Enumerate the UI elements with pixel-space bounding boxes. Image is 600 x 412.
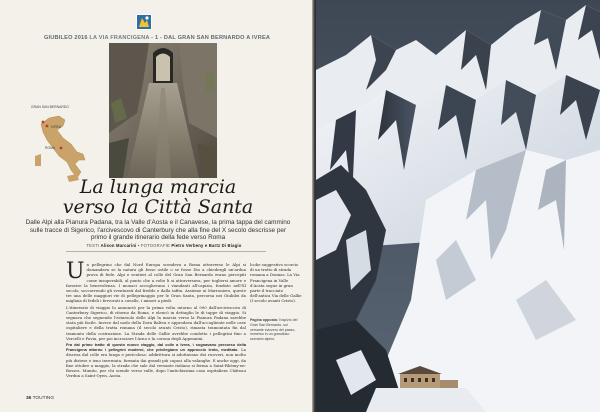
kicker-prefix: GIUBILEO 2016 [44,35,88,41]
roman-road-photo [109,43,217,178]
map-marker-aosta-icon [42,121,45,124]
credits-photo-label: FOTOGRAFIE [140,243,171,248]
title-line-1: La lunga marcia [79,176,237,198]
body-paragraph-2: L'itinerario di viaggio lo annunciò per la prima volta intorno al 990 dall'arcivescovo di Canterbury Sigerico, di ritorno da Roma, e elencò in dettaglio le di tappe di viaggio. Si segnava che seguendo l'estarsolo delle Alpi la marcia verso la Pianura Padana sarebbe stata più facile. Invece dal nodo della Dora Baltea e approdava dall'accogliente nelle case ospitaliere e della tratta romana (il secolo avanti Cristo), rimasta tramontata fin dal tramonto della costruzione. La Strada delle Gallie avrebbe condotto i pellegrini fino a Vercelli e Pavia, per poi incrociare l'Arno e la corona degli Appennini. [66,304,246,341]
article-title [56,177,260,217]
credits-text-label: TESTI [86,243,100,248]
article-body [66,259,246,379]
kicker-accent: LA VIA FRANCIGENA [89,35,150,41]
caption-label: Pagina opposta: [250,318,278,322]
map-marker-roma-icon [60,147,63,150]
photo-caption [250,318,302,342]
body-paragraph-3: La discesa dal colle era lunga e pericolosa: addirittura si adottavano dei ricoveri, non molto più distese e ieno invernata, formata dai grandi più capaci alla valanghe. E anche oggi, da fine ottobre a maggio, la strada che sale dal versante italiano si ferma a Saint-Rhémy-en-Bosses. Munito, per chi scende verso valle, dopo l'antichissima casa ospitaliera Château Verdun a Saint-Oyen, Aosta. [66,347,246,379]
credits-text-author: Alison Marcarini [100,243,137,248]
alpine-landscape-photo [316,0,600,412]
caption-text: l'ospizio del Gran San Bernardo, sul versante svizzero del passo, immerso in un grandioso scenario alpino. [250,318,298,342]
article-subtitle: Dalle Alpi alla Pianura Padana, tra la Valle d'Aosta e il Canavese, la prima tappa del cammino sulle tracce di Sigerico, l'arcivescovo di Canterbury che alla fine del X secolo descrisse per primo il grande itinerario della fede verso Roma [25,219,291,242]
jubilee-logo-icon [136,14,152,30]
drop-cap: U [66,259,85,284]
map-label-ivrea: IVREA [51,125,62,129]
section-kicker [44,35,270,41]
article-credits: TESTI Alison Marcarini • FOTOGRAFIE Pietro Verbeny e Bartz Di Biagio [86,243,242,248]
credits-photo-authors: Pietro Verbeny e Bartz Di Biagio [171,243,242,248]
body-paragraph-1: n pellegrino che dal Nord Europa scendeva a Roma attraverso le Alpi si domandava se la natura gli fosse ostile o se fosse Dio a chiedergli un'ardua prova di fede. Alpi e sentieri al colle del Gran San Bernardo erano percepiti come insuperabili, al punto che a volte li si attraversava, per togliersi amore e favorire la benevolenza. I monaci accoglievano i viandanti all'ospizio, fondato nell'XI secolo, soccorrendo gli sventurati dal freddo e dalla tafita. Assieme ai Marroniers, queste tre una delle maggiori vie di pellegrinaggio per le Gran Santa, percorsa nei Giubilei da migliaia di fedeli i fervorati a cavallo, i minori a piedi. [66,262,246,304]
divider [66,251,266,252]
body-lead: Fra dal primo tratto di questo nuovo viaggio, dal colle a Ivrea, i sognavano percorso della Francigena attorno i pellegrini moderni, che privilegiano un approccio lento, meditato. [66,342,246,353]
page-folio [26,396,54,401]
kicker-suffix: - 1 - DAL GRAN SAN BERNARDO A IVREA [151,35,271,41]
side-column [250,262,302,304]
side-text: lcohe suggestivo scorcio di un tratto di strada romana a Donnas. La Via Francigena in Valle d'Aosta segue in gran parte il tracciato dell'antica Via delle Gallie (I secolo avanti Cristo). [250,262,302,304]
page-number: 36 [26,396,32,401]
title-line-2: verso la Città Santa [62,196,254,218]
map-marker-ivrea-icon [46,125,49,128]
map-label-roma: ROMA [45,146,56,150]
magazine-name: TOUTING [32,396,55,401]
map-label-aosta: GRAN SAN BERNARDO [31,105,69,109]
